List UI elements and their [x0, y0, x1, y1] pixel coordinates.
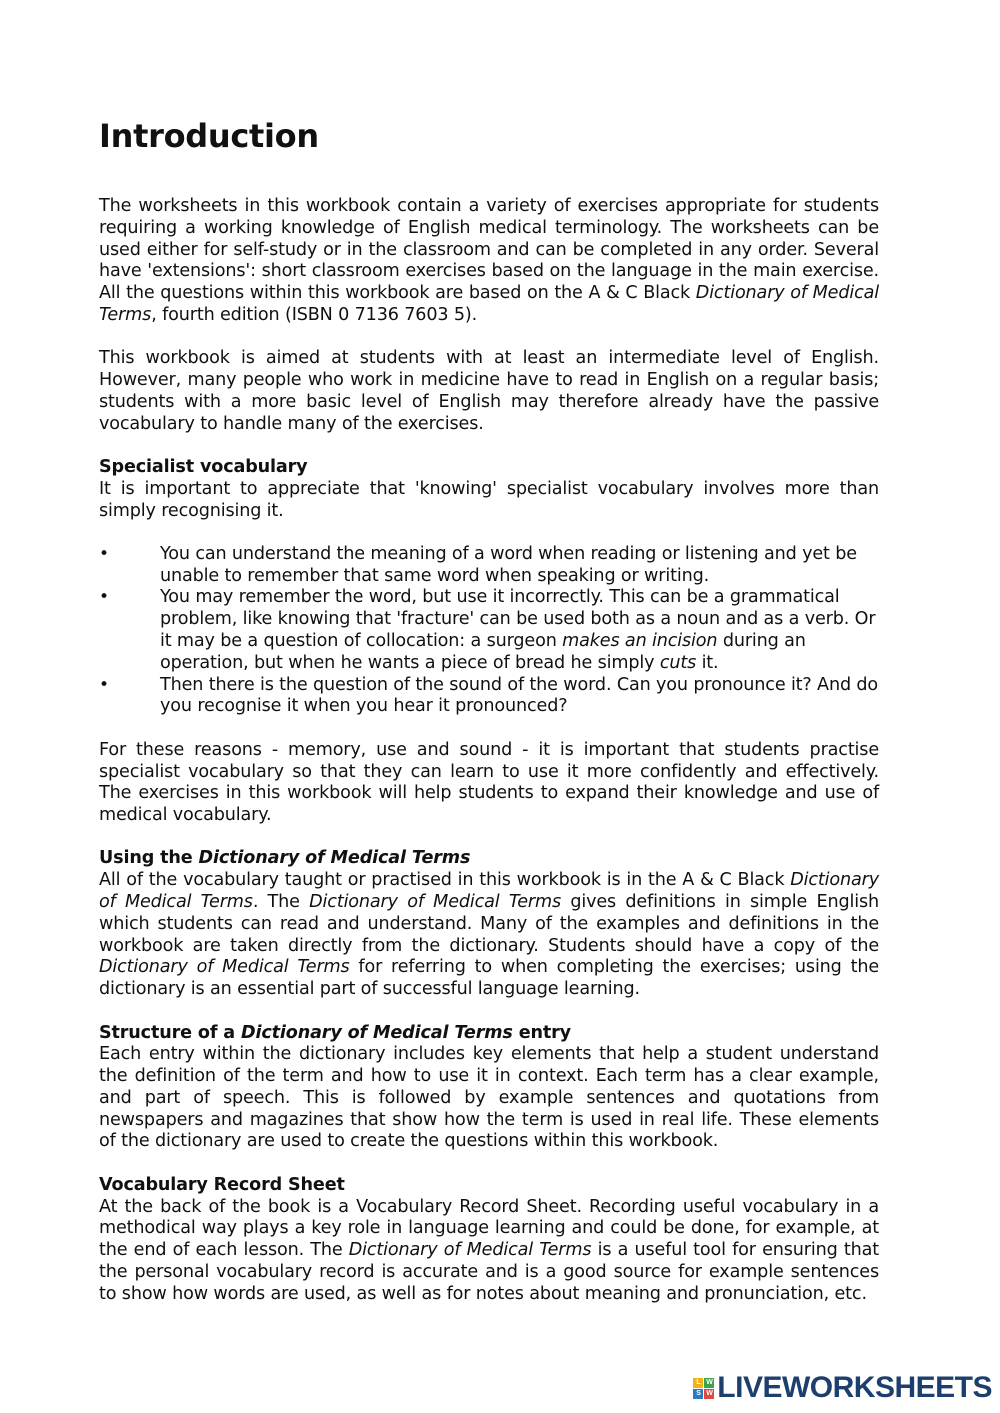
- page-title: Introduction: [99, 117, 319, 155]
- record-section: [99, 1175, 879, 1306]
- specialist-closing: For these reasons - memory, use and sound - it is important that students practise specialist vocabulary so that they can learn to use it more confidently and effectively. The exercises in this workbook will help students to expand their knowledge and use of medical vocabulary.: [99, 739, 879, 826]
- structure-section: [99, 1023, 879, 1154]
- record-heading: Vocabulary Record Sheet: [99, 1174, 345, 1195]
- intro-paragraph-2: This workbook is aimed at students with at least an intermediate level of English. However, many people who work in medicine have to read in English on a regular basis; students with a more basic level of English may therefore already have the passive vocabulary to handle many of the exercises.: [99, 348, 879, 434]
- logo-tile: W: [706, 1389, 713, 1397]
- logo-tile: L: [693, 1378, 703, 1388]
- list-item: • You may remember the word, but use it incorrectly. This can be a grammatical problem, like knowing that 'fracture' can be used both as a noun and as a verb. Or it may be a question of collocation: a surgeon makes an incision during an operation, but when he wants a piece of bread he simply cuts it.: [99, 587, 876, 673]
- specialist-heading: Specialist vocabulary: [99, 456, 308, 477]
- logo-text: LIVEWORKSHEETS: [717, 1371, 992, 1404]
- record-text: At the back of the book is a Vocabulary Record Sheet. Recording useful vocabulary in a methodical way plays a key role in language learning and could be done, for example, at the end of each lesson. The Dictionary of Medical Terms is a useful tool for ensuring that the personal vocabulary record is accurate and is a good source for example sentences to show how words are used, as well as for notes about meaning and pronunciation, etc.: [99, 1196, 879, 1304]
- list-item: • You can understand the meaning of a word when reading or listening and yet be unable to remember that same word when speaking or writing.: [99, 543, 857, 586]
- document-page: [99, 112, 879, 1327]
- liveworksheets-logo[interactable]: [693, 1371, 992, 1405]
- liveworksheets-logo-icon: [693, 1378, 714, 1399]
- bullet-icon: •: [99, 543, 109, 564]
- using-section: [99, 848, 879, 1001]
- specialist-section: [99, 457, 879, 827]
- bullet-icon: •: [99, 587, 109, 608]
- structure-text: Each entry within the dictionary includes key elements that help a student understand the definition of the term and how to use it in context. Each term has a clear example, and part of speech. This is followed by example sentences and quotations from newspapers and magazines that show how the term is used in real life. These elements of the dictionary are used to create the questions within this workbook.: [99, 1044, 879, 1152]
- logo-tile: W: [706, 1378, 713, 1386]
- using-heading: Using the Dictionary of Medical Terms: [99, 848, 471, 869]
- list-item: • Then there is the question of the sound of the word. Can you pronounce it? And do you recognise it when you hear it pronounced?: [99, 674, 879, 717]
- logo-tile: S: [693, 1389, 703, 1399]
- using-text: All of the vocabulary taught or practised in this workbook is in the A & C Black Dictionary of Medical Terms. The Dictionary of Medical Terms gives definitions in simple English which students can read and understand. Many of the examples and definitions in the workbook are taken directly from the dictionary. Students should have a copy of the Dictionary of Medical Terms for referring to when completing the exercises; using the dictionary is an essential part of successful language learning.: [99, 870, 879, 1000]
- bullet-icon: •: [99, 674, 109, 695]
- specialist-text: It is important to appreciate that 'knowing' specialist vocabulary involves more than simply recognising it.: [99, 478, 879, 521]
- intro-paragraph-1: The worksheets in this workbook contain a variety of exercises appropriate for students requiring a working knowledge of English medical terminology. The worksheets can be used either for self-study or in the classroom and can be completed in any order. Several have 'extensions': short classroom exercises based on the language in the main exercise. All the questions within this workbook are based on the A & C Black Dictionary of Medical Terms, fourth edition (ISBN 0 7136 7603 5).: [99, 196, 879, 325]
- specialist-bullets: [99, 544, 879, 718]
- structure-heading: Structure of a Dictionary of Medical Terms entry: [99, 1022, 571, 1043]
